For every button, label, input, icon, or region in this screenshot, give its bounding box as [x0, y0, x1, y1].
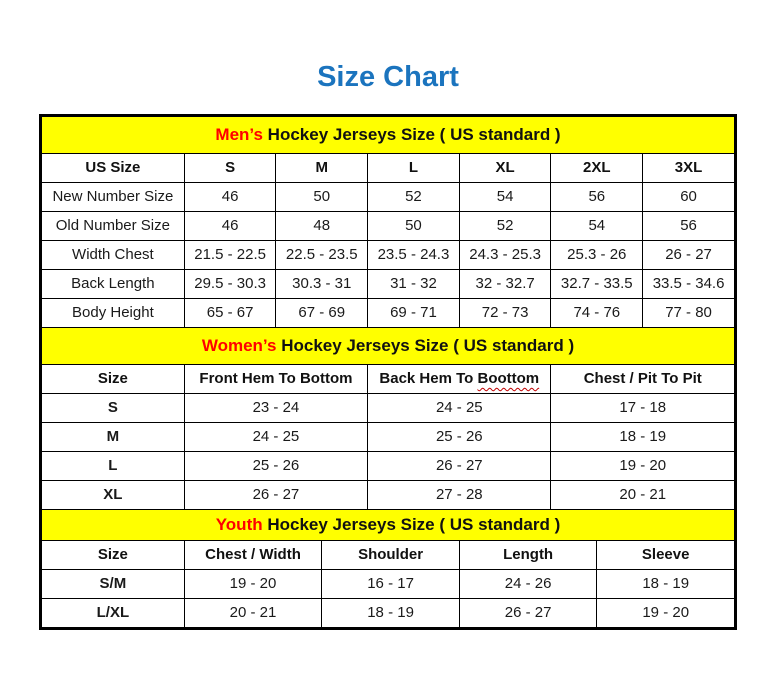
table-cell: 25.3 - 26 [551, 240, 643, 269]
table-cell: 30.3 - 31 [276, 269, 368, 298]
table-cell: 19 - 20 [597, 598, 735, 627]
table-cell: 26 - 27 [459, 598, 597, 627]
youth-banner [42, 509, 735, 540]
table-cell: 18 - 19 [551, 422, 735, 451]
mens-size-table [41, 116, 735, 328]
column-header: Length [459, 540, 597, 569]
table-cell: 46 [184, 182, 276, 211]
table-cell: 26 - 27 [184, 480, 367, 509]
column-header: 3XL [643, 153, 735, 182]
table-cell: 48 [276, 211, 368, 240]
youth-size-table [41, 509, 735, 628]
column-header: Shoulder [322, 540, 460, 569]
womens-header-row [42, 364, 735, 393]
page-title: Size Chart [317, 61, 459, 93]
column-header: 2XL [551, 153, 643, 182]
table-cell: 69 - 71 [368, 298, 460, 327]
table-cell: 24 - 25 [184, 422, 367, 451]
mens-header-row [42, 153, 735, 182]
column-header: Chest / Pit To Pit [551, 364, 735, 393]
youth-header-row [42, 540, 735, 569]
column-header: Size [42, 540, 185, 569]
table-cell: 54 [551, 211, 643, 240]
table-cell: 19 - 20 [551, 451, 735, 480]
row-label: Old Number Size [42, 211, 185, 240]
table-cell: 26 - 27 [643, 240, 735, 269]
youth-banner-highlight: Youth [215, 514, 263, 534]
row-label: S/M [42, 569, 185, 598]
table-cell: 18 - 19 [322, 598, 460, 627]
table-cell: 26 - 27 [368, 451, 551, 480]
table-cell: 29.5 - 30.3 [184, 269, 276, 298]
table-cell: 32.7 - 33.5 [551, 269, 643, 298]
column-header-misspelled [368, 364, 551, 393]
table-cell: 65 - 67 [184, 298, 276, 327]
row-label: Width Chest [42, 240, 185, 269]
table-cell: 50 [368, 211, 460, 240]
womens-size-table [41, 327, 735, 510]
table-cell: 24 - 25 [368, 393, 551, 422]
column-header: XL [459, 153, 551, 182]
table-row [42, 240, 735, 269]
table-row [42, 211, 735, 240]
table-cell: 56 [551, 182, 643, 211]
table-cell: 52 [368, 182, 460, 211]
table-row [42, 298, 735, 327]
table-row [42, 269, 735, 298]
row-label: Back Length [42, 269, 185, 298]
column-header: M [276, 153, 368, 182]
mens-banner-highlight: Men’s [215, 124, 263, 144]
table-cell: 33.5 - 34.6 [643, 269, 735, 298]
table-cell: 27 - 28 [368, 480, 551, 509]
table-cell: 22.5 - 23.5 [276, 240, 368, 269]
row-label: M [42, 422, 185, 451]
table-cell: 23 - 24 [184, 393, 367, 422]
table-cell: 18 - 19 [597, 569, 735, 598]
table-cell: 20 - 21 [184, 598, 322, 627]
table-cell: 67 - 69 [276, 298, 368, 327]
table-cell: 32 - 32.7 [459, 269, 551, 298]
table-cell: 54 [459, 182, 551, 211]
table-row [42, 393, 735, 422]
table-cell: 60 [643, 182, 735, 211]
table-row [42, 598, 735, 627]
table-cell: 23.5 - 24.3 [368, 240, 460, 269]
table-cell: 74 - 76 [551, 298, 643, 327]
table-cell: 50 [276, 182, 368, 211]
womens-banner-highlight: Women’s [201, 335, 277, 355]
youth-banner-title [42, 509, 735, 540]
row-label: Body Height [42, 298, 185, 327]
table-row [42, 422, 735, 451]
mens-banner [42, 116, 735, 153]
mens-banner-title [42, 116, 735, 153]
size-chart-container [39, 114, 737, 630]
table-row [42, 480, 735, 509]
table-cell: 16 - 17 [322, 569, 460, 598]
row-label: S [42, 393, 185, 422]
row-label: XL [42, 480, 185, 509]
table-cell: 25 - 26 [368, 422, 551, 451]
row-label: L [42, 451, 185, 480]
table-cell: 24.3 - 25.3 [459, 240, 551, 269]
back-hem-prefix: Back Hem To [379, 369, 478, 387]
table-cell: 77 - 80 [643, 298, 735, 327]
table-cell: 19 - 20 [184, 569, 322, 598]
row-label: L/XL [42, 598, 185, 627]
table-cell: 17 - 18 [551, 393, 735, 422]
column-header: Front Hem To Bottom [184, 364, 367, 393]
table-cell: 20 - 21 [551, 480, 735, 509]
table-cell: 46 [184, 211, 276, 240]
womens-banner-rest: Hockey Jerseys Size ( US standard ) [276, 335, 575, 355]
misspelled-word: Boottom [477, 369, 540, 387]
column-header: Size [42, 364, 185, 393]
column-header: Chest / Width [184, 540, 322, 569]
table-row [42, 451, 735, 480]
table-cell: 56 [643, 211, 735, 240]
table-row [42, 182, 735, 211]
table-cell: 25 - 26 [184, 451, 367, 480]
womens-banner-title [42, 327, 735, 364]
table-cell: 31 - 32 [368, 269, 460, 298]
mens-banner-rest: Hockey Jerseys Size ( US standard ) [262, 124, 561, 144]
table-cell: 21.5 - 22.5 [184, 240, 276, 269]
column-header: US Size [42, 153, 185, 182]
table-cell: 52 [459, 211, 551, 240]
table-cell: 24 - 26 [459, 569, 597, 598]
column-header: Sleeve [597, 540, 735, 569]
table-cell: 72 - 73 [459, 298, 551, 327]
youth-banner-rest: Hockey Jerseys Size ( US standard ) [262, 514, 561, 534]
column-header: S [184, 153, 276, 182]
womens-banner [42, 327, 735, 364]
column-header: L [368, 153, 460, 182]
row-label: New Number Size [42, 182, 185, 211]
table-row [42, 569, 735, 598]
